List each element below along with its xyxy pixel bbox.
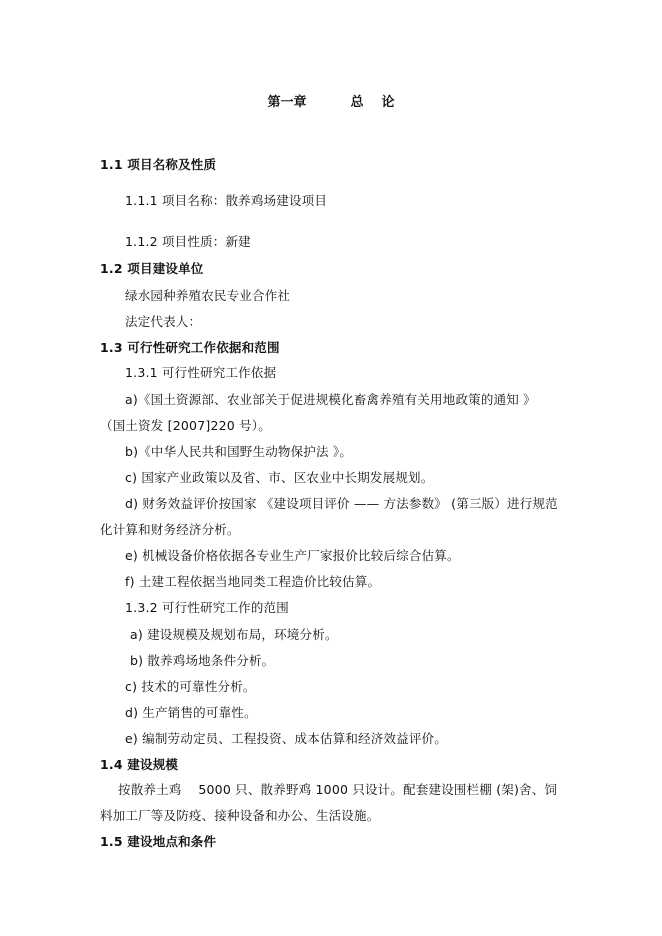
- legal-representative: 法定代表人：: [125, 314, 202, 329]
- basis-item-f: f) 土建工程依据当地同类工程造价比较估算。: [125, 574, 381, 589]
- chapter-title-char-1: 总: [350, 95, 364, 110]
- basis-item-a-line-1: a)《国土资源部、农业部关于促进规模化畜禽养殖有关用地政策的通知 》: [125, 392, 536, 407]
- section-1-5-heading: 1.5 建设地点和条件: [100, 834, 217, 849]
- basis-item-a-line-2: （国土资发 [2007]220 号）。: [100, 418, 271, 433]
- scale-paragraph-line-2: 料加工厂等及防疫、接种设备和办公、生活设施。: [100, 808, 380, 823]
- chapter-title: [0, 95, 662, 111]
- scope-item-a: a) 建设规模及规划布局，环境分析。: [130, 627, 338, 642]
- scope-item-e: e) 编制劳动定员、工程投资、成本估算和经济效益评价。: [125, 731, 447, 746]
- construction-unit: 绿水园种养殖农民专业合作社: [125, 288, 291, 303]
- scope-item-d: d) 生产销售的可靠性。: [125, 705, 257, 720]
- project-name: 1.1.1 项目名称：散养鸡场建设项目: [125, 193, 328, 208]
- chapter-label: 第一章: [267, 95, 307, 110]
- project-nature: 1.1.2 项目性质：新建: [125, 234, 251, 249]
- basis-item-e: e) 机械设备价格依据各专业生产厂家报价比较后综合估算。: [125, 548, 460, 563]
- basis-item-d-line-1: d) 财务效益评价按国家 《建设项目评价 —— 方法参数》 (第三版）进行规范: [125, 496, 558, 511]
- basis-item-b: b)《中华人民共和国野生动物保护法 》。: [125, 444, 353, 459]
- scope-title: 1.3.2 可行性研究工作的范围: [125, 600, 289, 615]
- chapter-title-char-2: 论: [381, 95, 395, 110]
- basis-title: 1.3.1 可行性研究工作依据: [125, 365, 277, 380]
- basis-item-d-line-2: 化计算和财务经济分析。: [100, 522, 240, 537]
- scale-paragraph-line-1: 按散养土鸡 5000 只、散养野鸡 1000 只设计。配套建设围栏棚 (架)舍、饲: [118, 782, 558, 797]
- scope-item-b: b) 散养鸡场地条件分析。: [130, 653, 275, 668]
- scope-item-c: c) 技术的可靠性分析。: [125, 679, 256, 694]
- section-1-2-heading: 1.2 项目建设单位: [100, 261, 204, 276]
- section-1-4-heading: 1.4 建设规模: [100, 757, 179, 772]
- section-1-3-heading: 1.3 可行性研究工作依据和范围: [100, 340, 280, 355]
- basis-item-c: c) 国家产业政策以及省、市、区农业中长期发展规划。: [125, 470, 434, 485]
- section-1-1-heading: 1.1 项目名称及性质: [100, 157, 217, 172]
